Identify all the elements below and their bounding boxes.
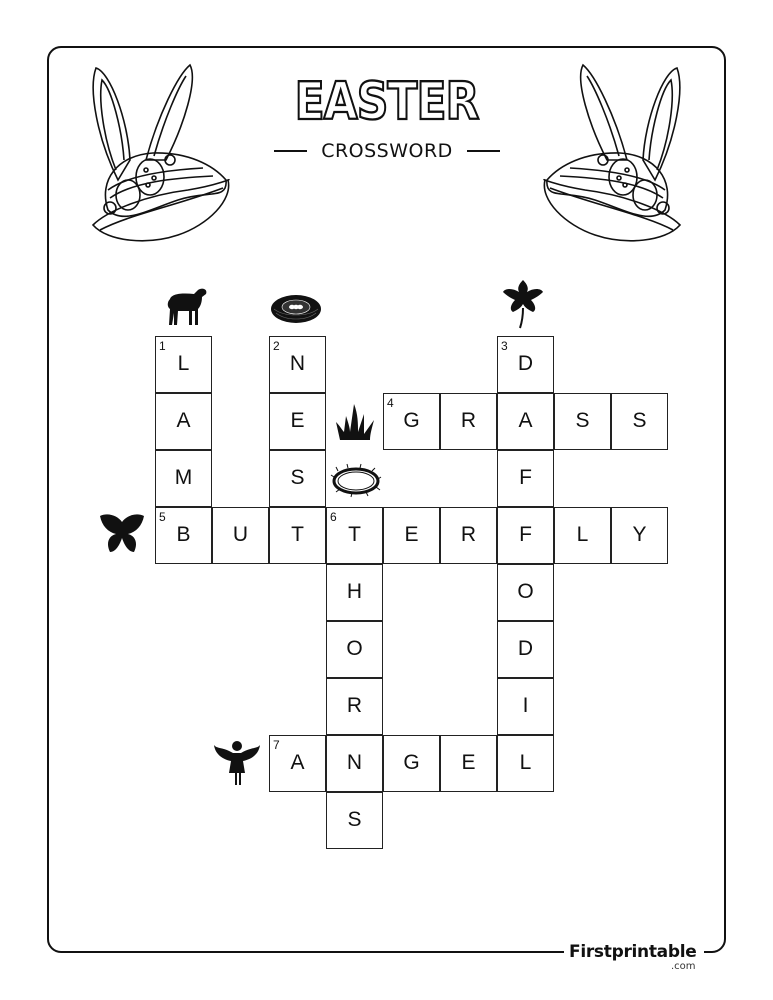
cell-letter: S bbox=[347, 808, 362, 831]
crossword-cell[interactable] bbox=[155, 450, 212, 507]
cell-letter: T bbox=[291, 523, 304, 546]
cell-letter: D bbox=[517, 637, 534, 660]
cell-letter: S bbox=[290, 466, 305, 489]
clue-number: 1 bbox=[159, 339, 166, 353]
cell-letter: T bbox=[348, 523, 361, 546]
crossword-cell[interactable] bbox=[269, 507, 326, 564]
cell-letter: L bbox=[177, 352, 190, 375]
grass-icon bbox=[334, 402, 376, 442]
cell-letter: R bbox=[460, 523, 477, 546]
clue-number: 6 bbox=[330, 510, 337, 524]
crossword-cell[interactable] bbox=[611, 393, 668, 450]
butterfly-icon bbox=[98, 512, 146, 556]
cell-letter: I bbox=[522, 694, 529, 717]
lamb-icon bbox=[164, 285, 210, 327]
crossword-cell[interactable] bbox=[326, 507, 383, 564]
crossword-cell[interactable] bbox=[269, 336, 326, 393]
bunny-hat-icon bbox=[88, 60, 233, 245]
cell-letter: A bbox=[176, 409, 191, 432]
crossword-cell[interactable] bbox=[554, 507, 611, 564]
cell-letter: E bbox=[404, 523, 419, 546]
cell-letter: E bbox=[461, 751, 476, 774]
cell-letter: U bbox=[232, 523, 249, 546]
cell-letter: F bbox=[519, 523, 532, 546]
crossword-cell[interactable] bbox=[326, 735, 383, 792]
crossword-cell[interactable] bbox=[497, 393, 554, 450]
divider bbox=[274, 150, 307, 152]
crossword-cell[interactable] bbox=[497, 564, 554, 621]
brand-logo: Firstprintable bbox=[569, 942, 697, 962]
crossword-cell[interactable] bbox=[611, 507, 668, 564]
clue-number: 4 bbox=[387, 396, 394, 410]
crossword-cell[interactable] bbox=[326, 678, 383, 735]
crossword-cell[interactable] bbox=[497, 678, 554, 735]
crossword-cell[interactable] bbox=[155, 393, 212, 450]
clue-number: 3 bbox=[501, 339, 508, 353]
cell-letter: O bbox=[346, 637, 363, 660]
cell-letter: S bbox=[632, 409, 647, 432]
crossword-cell[interactable] bbox=[497, 450, 554, 507]
crossword-cell[interactable] bbox=[497, 735, 554, 792]
crossword-cell[interactable] bbox=[440, 393, 497, 450]
crossword-cell[interactable] bbox=[497, 507, 554, 564]
cell-letter: D bbox=[517, 352, 534, 375]
cell-letter: G bbox=[403, 409, 420, 432]
cell-letter: H bbox=[346, 580, 363, 603]
subtitle-row bbox=[274, 140, 500, 162]
crossword-cell[interactable] bbox=[383, 735, 440, 792]
crossword-cell[interactable] bbox=[440, 735, 497, 792]
bunny-hat-icon bbox=[540, 60, 685, 245]
clue-number: 5 bbox=[159, 510, 166, 524]
cell-letter: F bbox=[519, 466, 532, 489]
cell-letter: N bbox=[289, 352, 306, 375]
angel-icon bbox=[213, 739, 261, 787]
cell-letter: Y bbox=[632, 523, 647, 546]
crossword-cell[interactable] bbox=[326, 792, 383, 849]
cell-letter: R bbox=[346, 694, 363, 717]
cell-letter: L bbox=[576, 523, 589, 546]
crossword-cell[interactable] bbox=[554, 393, 611, 450]
cell-letter: A bbox=[290, 751, 305, 774]
cell-letter: M bbox=[174, 466, 193, 489]
clue-number: 7 bbox=[273, 738, 280, 752]
daffodil-icon bbox=[501, 278, 545, 330]
cell-letter: B bbox=[176, 523, 191, 546]
cell-letter: S bbox=[575, 409, 590, 432]
crossword-cell[interactable] bbox=[269, 735, 326, 792]
cell-letter: L bbox=[519, 751, 532, 774]
crossword-cell[interactable] bbox=[269, 393, 326, 450]
crossword-cell[interactable] bbox=[497, 621, 554, 678]
page-subtitle: CROSSWORD bbox=[321, 140, 453, 162]
crossword-cell[interactable] bbox=[212, 507, 269, 564]
cell-letter: A bbox=[518, 409, 533, 432]
crossword-cell[interactable] bbox=[326, 564, 383, 621]
cell-letter: E bbox=[290, 409, 305, 432]
crossword-cell[interactable] bbox=[155, 507, 212, 564]
crown-of-thorns-icon bbox=[330, 463, 382, 499]
cell-letter: R bbox=[460, 409, 477, 432]
crossword-cell[interactable] bbox=[269, 450, 326, 507]
crossword-cell[interactable] bbox=[383, 393, 440, 450]
crossword-cell[interactable] bbox=[497, 336, 554, 393]
crossword-cell[interactable] bbox=[326, 621, 383, 678]
crossword-cell[interactable] bbox=[155, 336, 212, 393]
crossword-cell[interactable] bbox=[383, 507, 440, 564]
crossword-cell[interactable] bbox=[440, 507, 497, 564]
page-title: EASTER bbox=[294, 72, 479, 133]
clue-number: 2 bbox=[273, 339, 280, 353]
divider bbox=[467, 150, 500, 152]
brand-suffix: .com bbox=[671, 961, 696, 972]
nest-icon bbox=[270, 293, 322, 325]
cell-letter: O bbox=[517, 580, 534, 603]
cell-letter: G bbox=[403, 751, 420, 774]
cell-letter: N bbox=[346, 751, 363, 774]
